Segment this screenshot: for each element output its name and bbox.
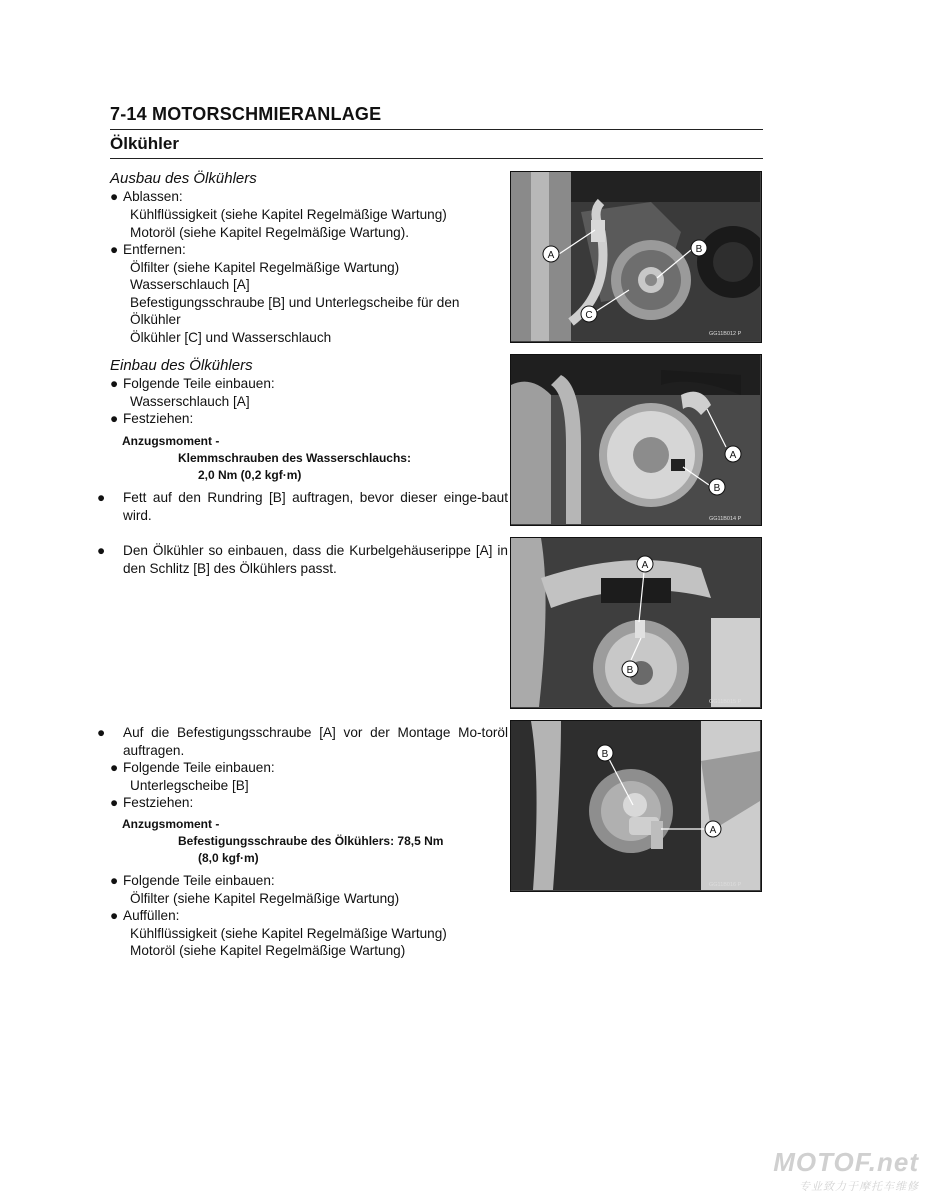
bullet-dot: ● bbox=[97, 725, 106, 740]
remove-label: Entfernen: bbox=[123, 242, 186, 257]
oil-bolt-text: Auf die Befestigungsschraube [A] vor der Montage Mo-toröl auftragen. bbox=[123, 725, 508, 758]
fill-item: Motoröl (siehe Kapitel Regelmäßige Wartung) bbox=[130, 943, 406, 958]
torque-spec: Klemmschrauben des Wasserschlauchs: bbox=[178, 451, 411, 465]
svg-text:A: A bbox=[547, 250, 555, 261]
drain-item: Kühlflüssigkeit (siehe Kapitel Regelmäßige Wartung) bbox=[130, 207, 447, 222]
svg-text:C: C bbox=[585, 310, 593, 321]
callout-label bbox=[705, 821, 721, 837]
callout-label bbox=[709, 479, 725, 495]
bullet-install-2 bbox=[110, 759, 495, 777]
bullet-dot: ● bbox=[110, 411, 119, 426]
torque-value: 2,0 Nm (0,2 kgf·m) bbox=[198, 468, 302, 482]
svg-text:B: B bbox=[601, 749, 609, 760]
drain-item: Motoröl (siehe Kapitel Regelmäßige Wartung). bbox=[130, 225, 410, 240]
bullet-install-3 bbox=[110, 872, 495, 890]
bullet-dot: ● bbox=[110, 908, 119, 923]
bullet-tighten-2 bbox=[110, 794, 495, 812]
figure-illustration bbox=[511, 172, 760, 341]
callout-label bbox=[622, 661, 638, 677]
bullet-dot: ● bbox=[110, 795, 119, 810]
callout-label bbox=[581, 306, 597, 322]
torque-spec: Befestigungsschraube des Ölkühlers: 78,5 Nm bbox=[178, 834, 444, 848]
remove-item: Wasserschlauch [A] bbox=[130, 277, 250, 292]
bullet-remove bbox=[110, 241, 495, 259]
svg-text:B: B bbox=[626, 665, 634, 676]
svg-text:A: A bbox=[641, 560, 649, 571]
fill-label: Auffüllen: bbox=[123, 908, 180, 923]
remove-item: Ölkühler bbox=[130, 312, 181, 327]
bullet-dot: ● bbox=[110, 760, 119, 775]
figure-illustration bbox=[511, 538, 760, 707]
callout-label bbox=[691, 240, 707, 256]
callout-label bbox=[637, 556, 653, 572]
bullet-tighten-1 bbox=[110, 410, 495, 428]
callout-label bbox=[725, 446, 741, 462]
align-text: Den Ölkühler so einbauen, dass die Kurbelgehäuserippe [A] in den Schlitz [B] des Ölkühlers passt. bbox=[123, 543, 508, 576]
bullet-dot: ● bbox=[110, 376, 119, 391]
removal-heading: Ausbau des Ölkühlers bbox=[110, 170, 257, 187]
svg-text:B: B bbox=[695, 244, 703, 255]
bullet-dot: ● bbox=[110, 242, 119, 257]
figure-bolt-washer-installation bbox=[510, 720, 762, 892]
bullet-align bbox=[97, 542, 508, 578]
watermark-tagline: 专业致力于摩托车维修 bbox=[799, 1181, 919, 1193]
torque-value: (8,0 kgf·m) bbox=[198, 851, 259, 865]
tighten-label: Festziehen: bbox=[123, 795, 194, 810]
figure-code: GG11B016 P bbox=[709, 882, 742, 888]
figure-code: GG11B012 P bbox=[709, 331, 742, 337]
section-rule bbox=[110, 158, 763, 159]
bullet-dot: ● bbox=[110, 873, 119, 888]
figure-illustration bbox=[511, 355, 760, 524]
remove-item: Befestigungsschraube [B] und Unterlegscheibe für den bbox=[130, 295, 460, 310]
watermark-logo: MOTOF.net bbox=[773, 1147, 919, 1177]
torque-heading: Anzugsmoment - bbox=[122, 434, 220, 448]
bullet-dot: ● bbox=[110, 189, 119, 204]
install-item: Wasserschlauch [A] bbox=[130, 394, 250, 409]
figure-rib-slot-alignment bbox=[510, 537, 762, 709]
install-label: Folgende Teile einbauen: bbox=[123, 873, 275, 888]
installation-heading: Einbau des Ölkühlers bbox=[110, 357, 253, 374]
install-label: Folgende Teile einbauen: bbox=[123, 376, 275, 391]
svg-text:A: A bbox=[729, 450, 737, 461]
svg-text:B: B bbox=[713, 483, 721, 494]
figure-code: GG11B014 P bbox=[709, 516, 742, 522]
figure-oil-cooler-removal bbox=[510, 171, 762, 343]
bullet-dot: ● bbox=[97, 543, 106, 558]
figure-hose-installation bbox=[510, 354, 762, 526]
tighten-label: Festziehen: bbox=[123, 411, 194, 426]
section-title: Ölkühler bbox=[110, 134, 179, 153]
title-rule bbox=[110, 129, 763, 130]
remove-item: Ölfilter (siehe Kapitel Regelmäßige Wartung) bbox=[130, 260, 400, 275]
callout-label bbox=[597, 745, 613, 761]
install-label: Folgende Teile einbauen: bbox=[123, 760, 275, 775]
chapter-title: 7-14 MOTORSCHMIERANLAGE bbox=[110, 104, 382, 124]
bullet-grease bbox=[97, 489, 508, 525]
grease-text: Fett auf den Rundring [B] auftragen, bevor dieser einge-baut wird. bbox=[123, 490, 508, 523]
bullet-install-1 bbox=[110, 375, 495, 393]
svg-text:A: A bbox=[709, 825, 717, 836]
callout-label bbox=[543, 246, 559, 262]
install-item: Ölfilter (siehe Kapitel Regelmäßige Wartung) bbox=[130, 891, 400, 906]
install-item: Unterlegscheibe [B] bbox=[130, 778, 249, 793]
bullet-dot: ● bbox=[97, 490, 106, 505]
watermark bbox=[773, 1147, 919, 1194]
drain-label: Ablassen: bbox=[123, 189, 183, 204]
bullet-fill bbox=[110, 907, 495, 925]
torque-heading: Anzugsmoment - bbox=[122, 817, 220, 831]
fill-item: Kühlflüssigkeit (siehe Kapitel Regelmäßige Wartung) bbox=[130, 926, 447, 941]
figure-illustration bbox=[511, 721, 760, 890]
bullet-oil-bolt bbox=[97, 724, 508, 760]
figure-code: GG11B015 P bbox=[709, 699, 742, 705]
remove-item: Ölkühler [C] und Wasserschlauch bbox=[130, 330, 332, 345]
bullet-drain bbox=[110, 188, 495, 206]
